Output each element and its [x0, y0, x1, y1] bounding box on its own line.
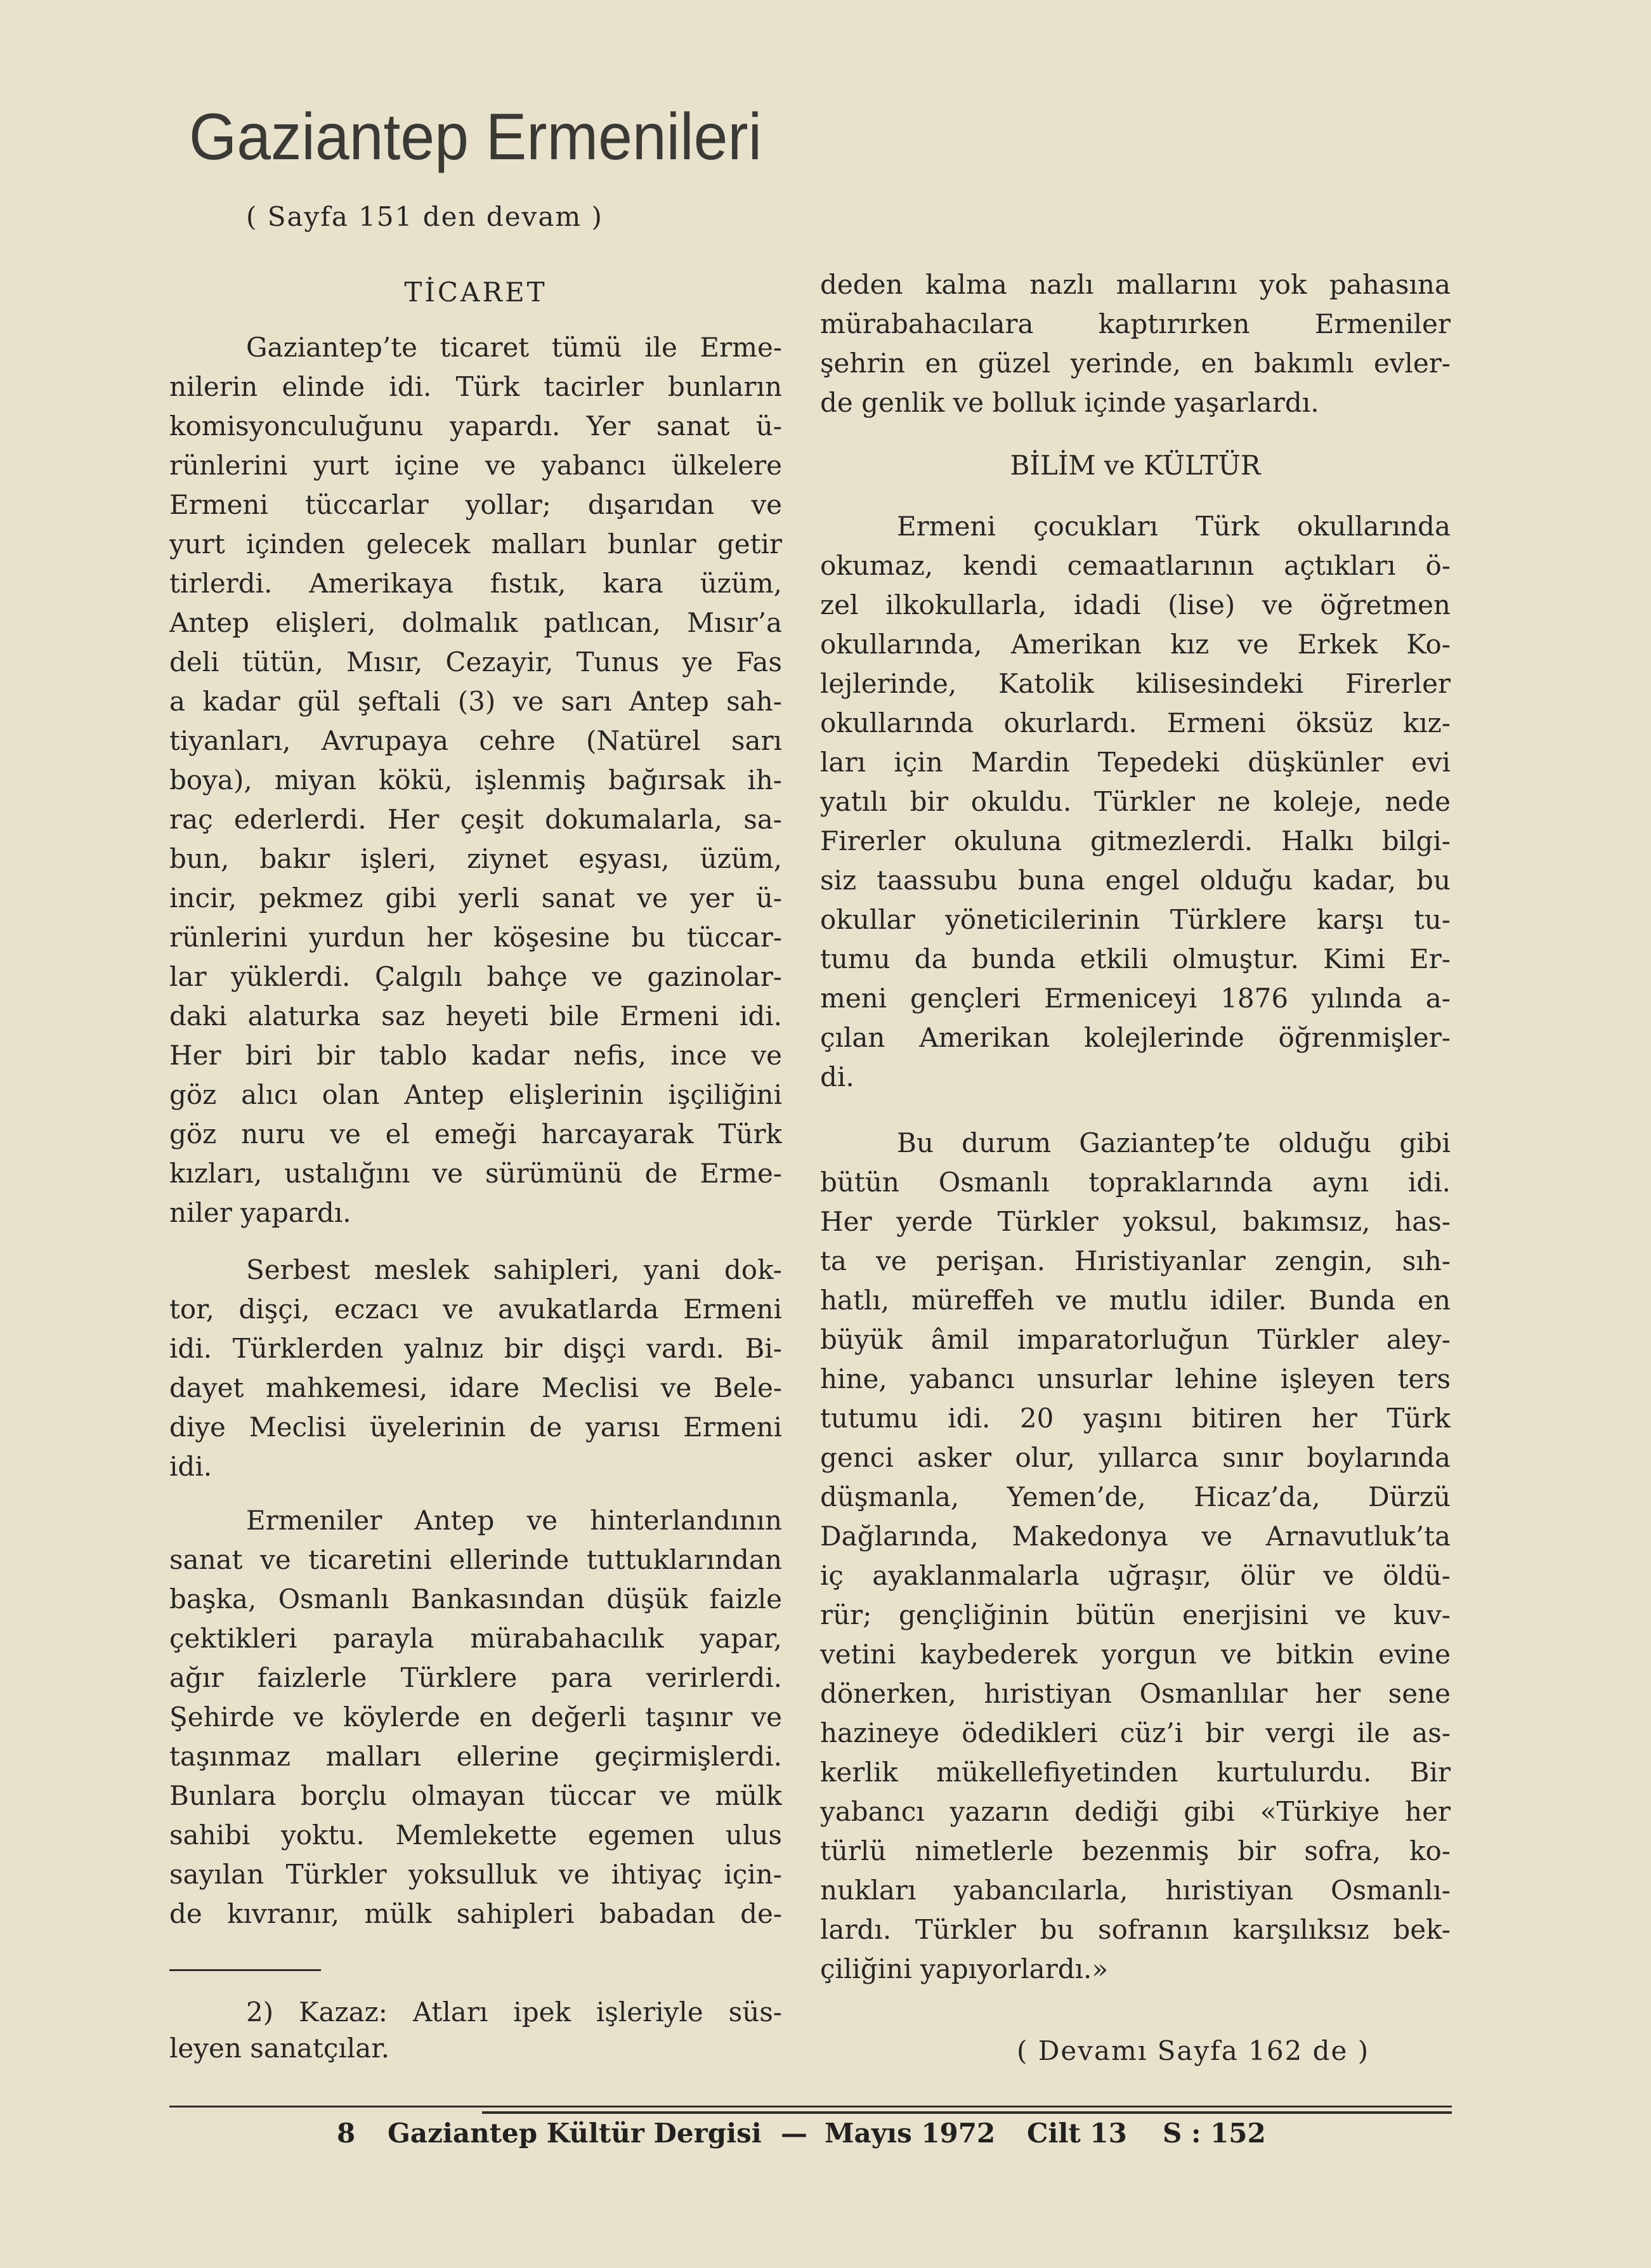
text-line: Antep elişleri, dolmalık patlıcan, Mısır’a — [169, 607, 782, 638]
text-line: de kıvranır, mülk sahipleri babadan de- — [169, 1898, 782, 1929]
text-line: okullarında, Amerikan kız ve Erkek Ko- — [820, 629, 1451, 660]
text-line: çiliğini yapıyorlardı.» — [820, 1953, 1109, 1984]
text-line: büyük âmil imparatorluğun Türkler aley- — [820, 1324, 1451, 1355]
text-line: dayet mahkemesi, idare Meclisi ve Bele- — [169, 1372, 782, 1403]
section-heading-ticaret: TİCARET — [404, 277, 547, 308]
page-number: 8 — [337, 2118, 356, 2149]
text-line: okumaz, kendi cemaatlarının açtıkları ö- — [820, 550, 1451, 581]
text-line: kerlik mükellefiyetinden kurtulurdu. Bir — [820, 1757, 1451, 1788]
paragraph — [820, 507, 1451, 1097]
text-line: rür; gençliğinin bütün enerjisini ve kuv- — [820, 1599, 1451, 1630]
text-line: idi. — [169, 1451, 212, 1482]
text-line: okullarında okurlardı. Ermeni öksüz kız- — [820, 707, 1451, 738]
text-line: bun, bakır işleri, ziynet eşyası, üzüm, — [169, 843, 782, 874]
text-line: rünlerini yurdun her köşesine bu tüccar- — [169, 922, 782, 953]
text-line: Bu durum Gaziantep’te olduğu gibi — [897, 1127, 1451, 1158]
volume-number: Cilt 13 — [1027, 2118, 1127, 2149]
continued-from-note: ( Sayfa 151 den devam ) — [246, 201, 603, 232]
text-line: ları için Mardin Tepedeki düşkünler evi — [820, 747, 1451, 778]
text-line: taşınmaz malları ellerine geçirmişlerdi. — [169, 1741, 782, 1772]
text-line: yatılı bir okuldu. Türkler ne koleje, nede — [820, 786, 1451, 817]
text-line: idi. Türklerden yalnız bir dişçi vardı. Bi- — [169, 1333, 782, 1364]
text-line: göz alıcı olan Antep elişlerinin işçiliğini — [169, 1079, 782, 1110]
text-line: tutumu idi. 20 yaşını bitiren her Türk — [820, 1403, 1451, 1434]
issue-number: S : 152 — [1163, 2118, 1266, 2149]
text-line: Bunlara borçlu olmayan tüccar ve mülk — [169, 1780, 782, 1811]
text-line: deli tütün, Mısır, Cezayir, Tunus ye Fas — [169, 646, 782, 678]
text-line: Gaziantep’te ticaret tümü ile Erme- — [246, 332, 782, 363]
text-line: Ermeniler Antep ve hinterlandının — [246, 1505, 782, 1536]
text-line: hine, yabancı unsurlar lehine işleyen ters — [820, 1363, 1451, 1394]
text-line: lar yüklerdi. Çalgılı bahçe ve gazinolar- — [169, 961, 782, 992]
footnote — [169, 1994, 782, 2066]
text-line: Her biri bir tablo kadar nefis, ince ve — [169, 1040, 782, 1071]
text-line: boya), miyan kökü, işlenmiş bağırsak ih- — [169, 764, 782, 796]
magazine-name: Gaziantep Kültür Dergisi — [388, 2118, 762, 2149]
text-line: sanat ve ticaretini ellerinde tuttuklarından — [169, 1544, 782, 1575]
text-line: diye Meclisi üyelerinin de yarısı Ermeni — [169, 1412, 782, 1443]
text-line: daki alaturka saz heyeti bile Ermeni idi. — [169, 1000, 782, 1032]
text-line: mürabahacılara kaptırırken Ermeniler — [820, 308, 1451, 339]
paragraph — [169, 1250, 782, 1486]
footer-rule — [482, 2111, 1452, 2114]
text-line: rünlerini yurt içine ve yabancı ülkelere — [169, 450, 782, 481]
text-line: hatlı, müreffeh ve mutlu idiler. Bunda en — [820, 1285, 1451, 1316]
text-line: yurt içinden gelecek malları bunlar getir — [169, 528, 782, 560]
paragraph — [820, 265, 1451, 423]
text-line: düşmanla, Yemen’de, Hicaz’da, Dürzü — [820, 1481, 1451, 1512]
paragraph — [169, 328, 782, 1233]
text-line: yabancı yazarın dediği gibi «Türkiye her — [820, 1796, 1451, 1827]
footnote-rule — [169, 1969, 321, 1971]
text-line: raç ederlerdi. Her çeşit dokumalarla, sa- — [169, 804, 782, 835]
footer-dash: — — [781, 2118, 807, 2149]
article-title: Gaziantep Ermenileri — [189, 100, 762, 174]
text-line: Ermeni çocukları Türk okullarında — [897, 511, 1451, 542]
text-line: deden kalma nazlı mallarını yok pahasına — [820, 269, 1451, 300]
text-line: kızları, ustalığını ve sürümünü de Erme- — [169, 1158, 782, 1189]
text-line: tiyanları, Avrupaya cehre (Natürel sarı — [169, 725, 782, 756]
text-line: siz taassubu buna engel olduğu kadar, bu — [820, 865, 1451, 896]
continued-on-note: ( Devamı Sayfa 162 de ) — [1017, 2035, 1370, 2066]
text-line: Serbest meslek sahipleri, yani dok- — [246, 1254, 782, 1285]
text-line: tirlerdi. Amerikaya fıstık, kara üzüm, — [169, 568, 782, 599]
text-line: meni gençleri Ermeniceyi 1876 yılında a- — [820, 983, 1451, 1014]
text-line: ta ve perişan. Hıristiyanlar zengin, sıh- — [820, 1245, 1451, 1276]
text-line: genci asker olur, yıllarca sınır boylarında — [820, 1442, 1451, 1473]
text-line: hazineye ödedikleri cüz’i bir vergi ile as- — [820, 1717, 1451, 1748]
text-line: ağır faizlerle Türklere para verirlerdi. — [169, 1662, 782, 1693]
text-line: a kadar gül şeftali (3) ve sarı Antep sah- — [169, 686, 782, 717]
text-line: de genlik ve bolluk içinde yaşarlardı. — [820, 387, 1319, 418]
text-line: Ermeni tüccarlar yollar; dışarıdan ve — [169, 489, 782, 520]
text-line: göz nuru ve el emeği harcayarak Türk — [169, 1118, 782, 1150]
text-line: komisyonculuğunu yapardı. Yer sanat ü- — [169, 410, 782, 442]
paragraph — [169, 1501, 782, 1934]
text-line: çılan Amerikan kolejlerinde öğrenmişler- — [820, 1022, 1451, 1053]
text-line: nukları yabancılarla, hıristiyan Osmanlı- — [820, 1875, 1451, 1906]
text-line: 2) Kazaz: Atları ipek işleriyle süs- — [246, 1996, 782, 2028]
text-line: başka, Osmanlı Bankasından düşük faizle — [169, 1583, 782, 1615]
text-line: vetini kaybederek yorgun ve bitkin evine — [820, 1639, 1451, 1670]
text-line: incir, pekmez gibi yerli sanat ve yer ü- — [169, 882, 782, 914]
footer-rule — [169, 2106, 1452, 2107]
text-line: dönerken, hıristiyan Osmanlılar her sene — [820, 1678, 1451, 1709]
paragraph — [820, 1124, 1451, 1989]
text-line: sahibi yoktu. Memlekette egemen ulus — [169, 1819, 782, 1851]
text-line: okullar yöneticilerinin Türklere karşı tu- — [820, 904, 1451, 935]
text-line: Şehirde ve köylerde en değerli taşınır ve — [169, 1701, 782, 1733]
text-line: bütün Osmanlı topraklarında aynı idi. — [820, 1167, 1451, 1198]
text-line: Her yerde Türkler yoksul, bakımsız, has- — [820, 1206, 1451, 1237]
text-line: lejlerinde, Katolik kilisesindeki Firerler — [820, 668, 1451, 699]
text-line: nilerin elinde idi. Türk tacirler bunların — [169, 371, 782, 402]
text-line: Firerler okuluna gitmezlerdi. Halkı bilgi- — [820, 825, 1451, 856]
text-line: türlü nimetlerle bezenmiş bir sofra, ko- — [820, 1835, 1451, 1866]
text-line: şehrin en güzel yerinde, en bakımlı evler- — [820, 348, 1451, 379]
text-line: zel ilkokullarla, idadi (lise) ve öğretmen — [820, 589, 1451, 620]
text-line: sayılan Türkler yoksulluk ve ihtiyaç için- — [169, 1859, 782, 1890]
text-line: iç ayaklanmalarla uğraşır, ölür ve öldü- — [820, 1560, 1451, 1591]
text-line: çektikleri parayla mürabahacılık yapar, — [169, 1623, 782, 1654]
text-line: niler yapardı. — [169, 1197, 351, 1228]
section-heading-bilim-kultur: BİLİM ve KÜLTÜR — [1010, 450, 1261, 481]
text-line: tumu da bunda etkili olmuştur. Kimi Er- — [820, 943, 1451, 974]
issue-date: Mayıs 1972 — [825, 2118, 996, 2149]
text-line: leyen sanatçılar. — [169, 2033, 390, 2064]
text-line: di. — [820, 1061, 854, 1092]
text-line: Dağlarında, Makedonya ve Arnavutluk’ta — [820, 1521, 1451, 1552]
text-line: tor, dişçi, eczacı ve avukatlarda Ermeni — [169, 1294, 782, 1325]
text-line: lardı. Türkler bu sofranın karşılıksız bek- — [820, 1914, 1451, 1945]
